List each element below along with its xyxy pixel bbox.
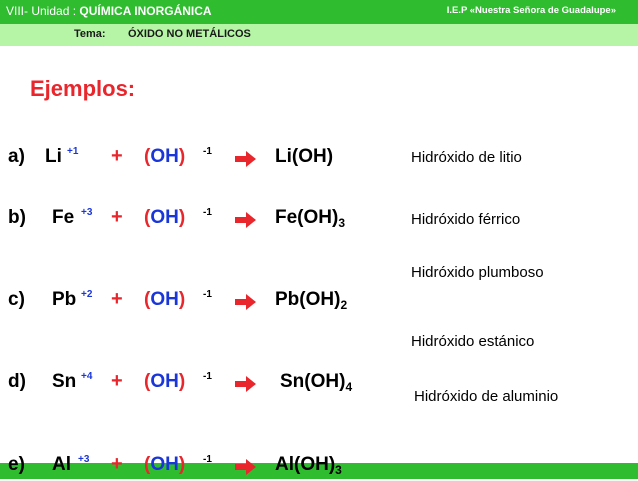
product-base: Al(OH) (275, 454, 336, 475)
item-label: e) (8, 454, 25, 475)
unit-prefix: VIII- Unidad : (6, 4, 80, 18)
compound-name: Hidróxido plumboso (411, 264, 544, 281)
compound-name: Hidróxido de aluminio (414, 388, 559, 405)
topic-title: ÓXIDO NO METÁLICOS (128, 28, 251, 40)
hydroxide-oxidation-state: -1 (203, 207, 212, 218)
open-paren: ( (144, 146, 151, 167)
right-arrow-icon (235, 211, 257, 229)
topic-label: Tema: (74, 28, 106, 40)
hydroxide-group (144, 146, 185, 168)
examples-heading: Ejemplos: (30, 76, 136, 101)
item-label: a) (8, 146, 25, 167)
product-subscript: 3 (338, 216, 346, 230)
header-bar (0, 0, 638, 24)
open-paren: ( (144, 454, 151, 475)
plus-sign: + (111, 288, 123, 310)
reaction-row (0, 143, 638, 173)
close-paren: ) (178, 289, 186, 310)
item-label: c) (8, 289, 25, 310)
product-base: Pb(OH) (275, 289, 341, 310)
reaction-row (0, 451, 638, 481)
product-formula (275, 207, 345, 229)
hydroxide-formula: OH (150, 454, 179, 475)
right-arrow-icon (235, 458, 257, 476)
product-formula (275, 454, 342, 476)
product-subscript: 4 (345, 380, 353, 394)
compound-name: Hidróxido estánico (411, 333, 535, 350)
plus-sign: + (111, 453, 123, 475)
right-arrow-icon (235, 375, 257, 393)
hydroxide-group (144, 454, 185, 476)
right-arrow-icon (235, 293, 257, 311)
product-formula (275, 289, 347, 311)
hydroxide-oxidation-state: -1 (203, 371, 212, 382)
cation-oxidation-state: +3 (81, 207, 93, 218)
cation-symbol: Al (52, 454, 71, 475)
plus-sign: + (111, 145, 123, 167)
open-paren: ( (144, 371, 151, 392)
unit-name: QUÍMICA INORGÁNICA (79, 4, 212, 18)
hydroxide-formula: OH (150, 207, 179, 228)
hydroxide-formula: OH (150, 289, 179, 310)
cation-symbol: Li (45, 146, 62, 167)
topic-bar (0, 24, 638, 46)
plus-sign: + (111, 206, 123, 228)
hydroxide-formula: OH (150, 146, 179, 167)
close-paren: ) (178, 454, 186, 475)
hydroxide-oxidation-state: -1 (203, 289, 212, 300)
compound-name: Hidróxido de litio (411, 149, 522, 166)
product-subscript: 2 (340, 298, 348, 312)
cation-oxidation-state: +4 (81, 371, 93, 382)
school-name: I.E.P «Nuestra Señora de Guadalupe» (446, 5, 616, 16)
item-label: d) (8, 371, 26, 392)
product-subscript: 3 (335, 463, 342, 477)
reaction-row (0, 204, 638, 234)
close-paren: ) (178, 146, 186, 167)
cation-symbol: Sn (52, 371, 77, 392)
compound-name: Hidróxido férrico (411, 211, 521, 228)
product-base: Fe(OH) (275, 207, 339, 228)
hydroxide-oxidation-state: -1 (203, 146, 212, 157)
hydroxide-group (144, 289, 185, 311)
right-arrow-icon (235, 150, 257, 168)
close-paren: ) (178, 371, 186, 392)
hydroxide-group (144, 371, 185, 393)
product-base: Li(OH) (275, 146, 334, 167)
hydroxide-group (144, 207, 185, 229)
cation-symbol: Fe (52, 207, 75, 228)
cation-oxidation-state: +1 (67, 146, 79, 157)
open-paren: ( (144, 289, 151, 310)
cation-symbol: Pb (52, 289, 77, 310)
hydroxide-oxidation-state: -1 (203, 454, 212, 465)
cation-oxidation-state: +3 (78, 454, 90, 465)
close-paren: ) (178, 207, 186, 228)
unit-title (6, 4, 212, 18)
hydroxide-formula: OH (150, 371, 179, 392)
product-formula (275, 146, 333, 168)
reaction-row (0, 264, 638, 316)
plus-sign: + (111, 370, 123, 392)
product-base: Sn(OH) (280, 371, 346, 392)
open-paren: ( (144, 207, 151, 228)
item-label: b) (8, 207, 26, 228)
cation-oxidation-state: +2 (81, 289, 93, 300)
product-formula (280, 371, 352, 393)
